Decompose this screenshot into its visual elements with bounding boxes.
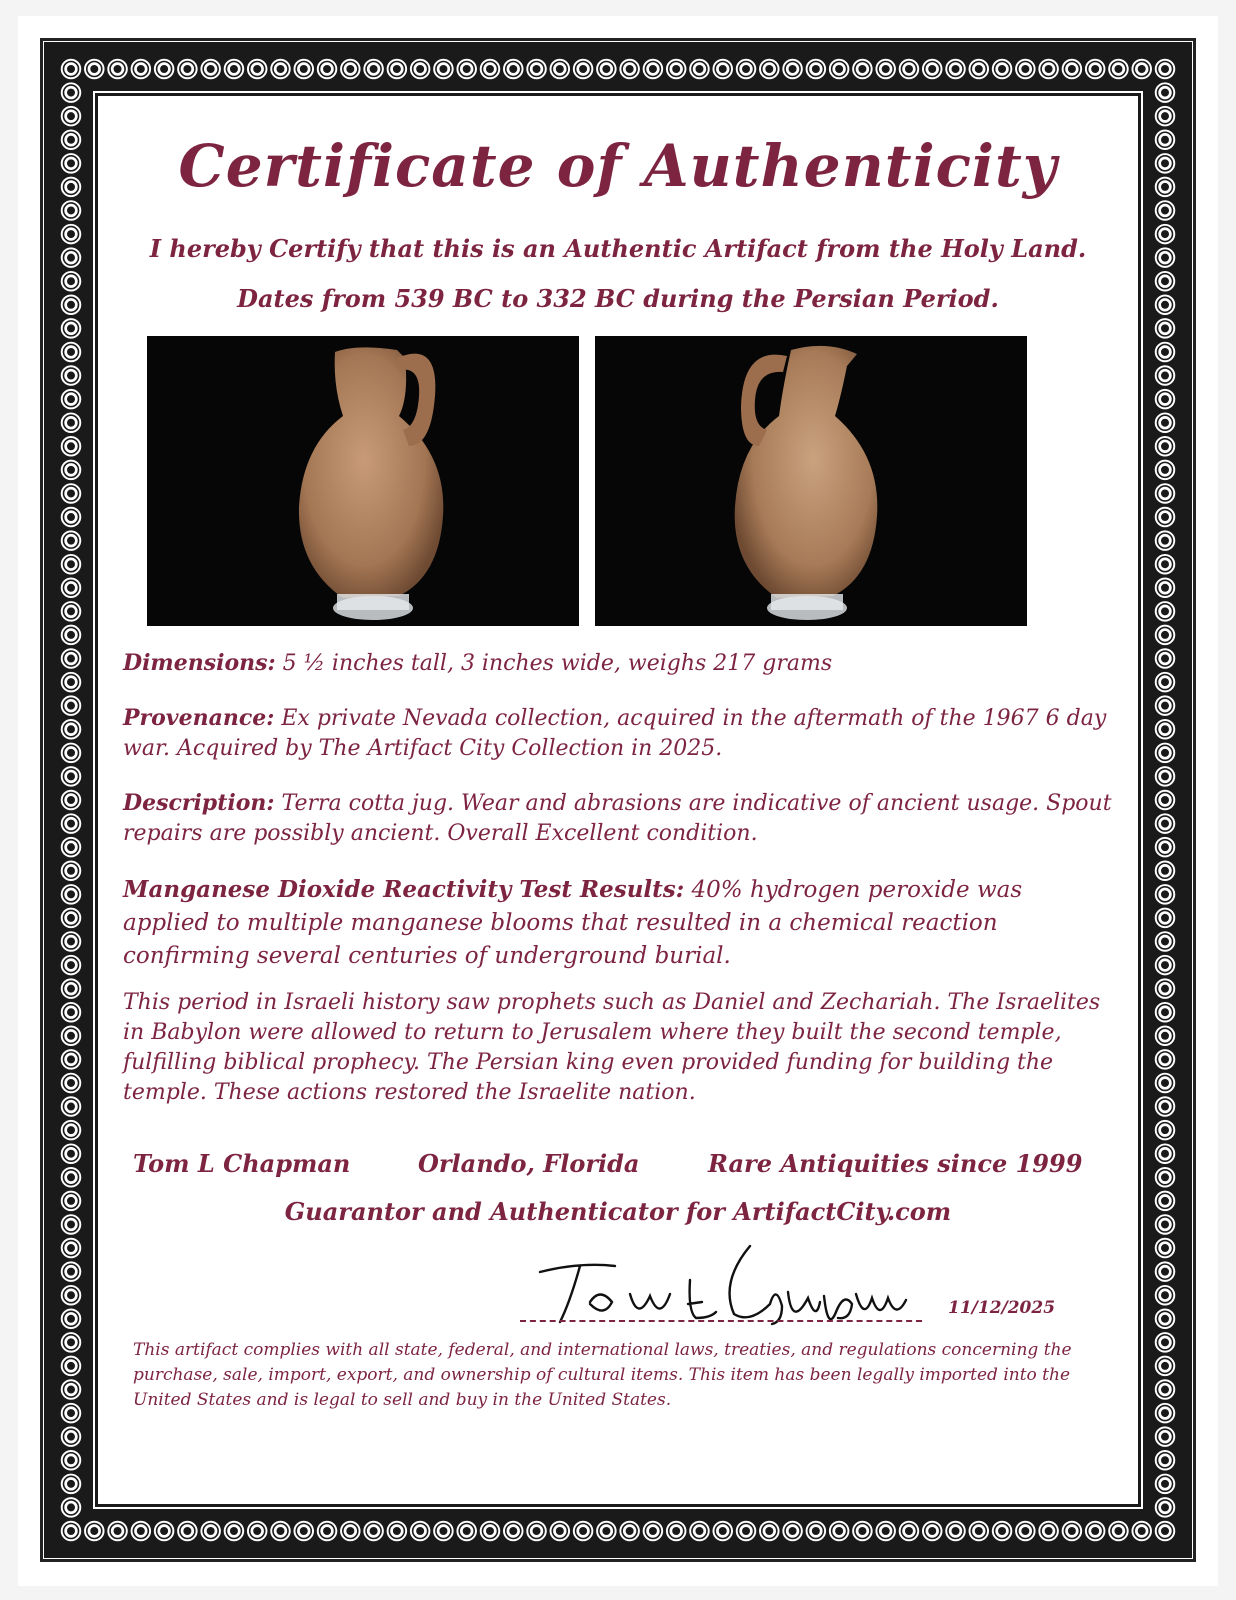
dimensions-label: Dimensions:	[123, 650, 276, 676]
signatory-name: Tom L Chapman	[133, 1149, 351, 1178]
provenance-paragraph	[123, 703, 1113, 764]
manganese-value: 40% hydrogen peroxide was applied to multiple manganese blooms that resulted in a chemical reaction confirming several centuries of underground burial.	[123, 877, 1023, 969]
handwritten-signature	[520, 1232, 940, 1332]
terracotta-jug-photo-front	[147, 336, 579, 626]
signature-date: 11/12/2025	[948, 1298, 1056, 1318]
manganese-label: Manganese Dioxide Reactivity Test Results:	[123, 876, 685, 903]
dimensions-paragraph	[123, 648, 1113, 679]
provenance-label: Provenance:	[123, 705, 275, 731]
signatory-location: Orlando, Florida	[418, 1149, 640, 1178]
history-paragraph: This period in Israeli history saw prophets such as Daniel and Zechariah. The Israelites in Babylon were allowed to return to Jerusalem where they built the second temple, fulfilling biblical prophecy. The Persian king even provided funding for building the temple. These actions restored the Israelite nation.	[123, 990, 1101, 1105]
certification-statement: I hereby Certify that this is an Authentic Artifact from the Holy Land.	[149, 234, 1087, 263]
description-paragraph	[123, 788, 1113, 849]
artifact-photo-back	[595, 336, 1027, 626]
signature-line	[520, 1320, 922, 1322]
artifact-photo-front	[147, 336, 579, 626]
certificate-title: Certificate of Authenticity	[178, 132, 1058, 200]
dating-statement: Dates from 539 BC to 332 BC during the Persian Period.	[237, 284, 999, 313]
description-label: Description:	[123, 790, 275, 816]
provenance-value: Ex private Nevada collection, acquired in the aftermath of the 1967 6 day war. Acquired by The Artifact City Collection in 2025.	[123, 706, 1107, 761]
guarantor-line: Guarantor and Authenticator for ArtifactCity.com	[284, 1197, 952, 1226]
dimensions-value: 5 ½ inches tall, 3 inches wide, weighs 217 grams	[275, 651, 833, 676]
manganese-test-paragraph	[123, 873, 1113, 973]
signatory-tagline: Rare Antiquities since 1999	[708, 1149, 1083, 1178]
description-value: Terra cotta jug. Wear and abrasions are indicative of ancient usage. Spout repairs are possibly ancient. Overall Excellent condition.	[123, 791, 1112, 846]
certificate-content	[100, 100, 1136, 1485]
legal-disclaimer: This artifact complies with all state, federal, and international laws, treaties, and regulations concerning the purchase, sale, import, export, and ownership of cultural items. This item has been legally imported into the United States and is legal to sell and buy in the United States.	[133, 1340, 1072, 1410]
terracotta-jug-photo-back	[595, 336, 1027, 626]
